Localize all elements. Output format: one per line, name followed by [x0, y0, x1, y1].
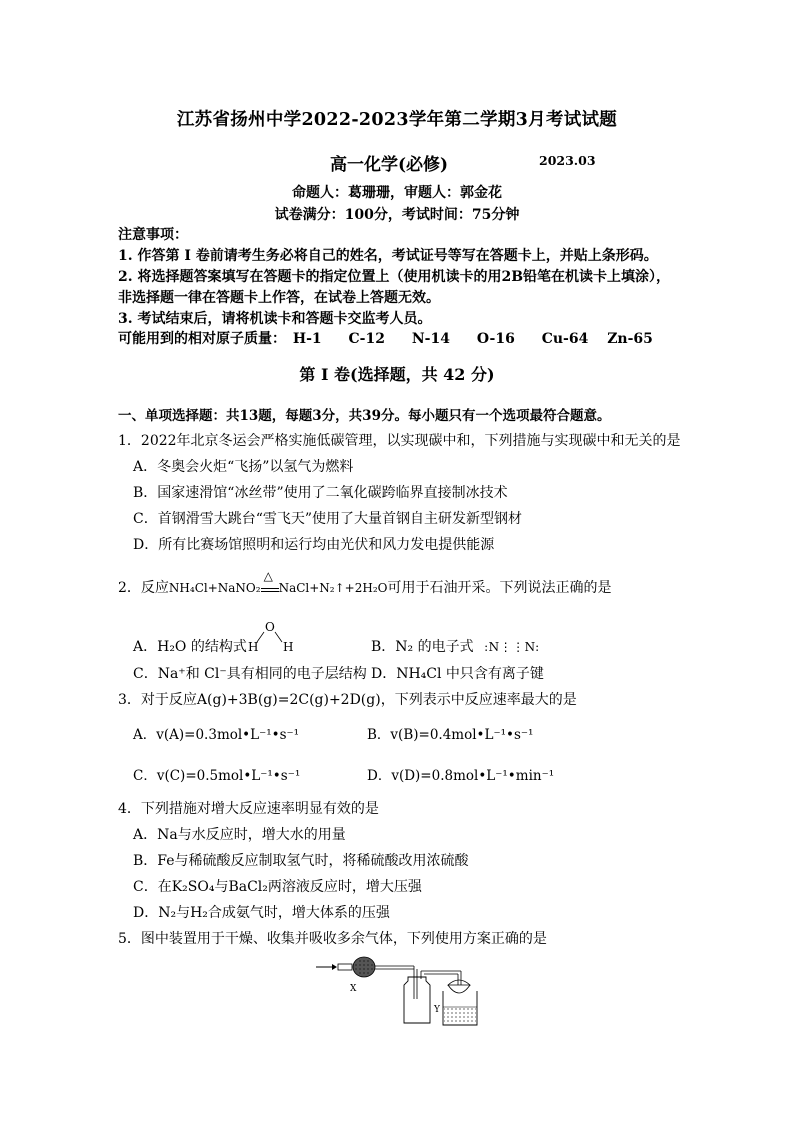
q2-equal-sign [261, 588, 279, 592]
authors-line: 命题人：葛珊珊，审题人：郭金花 [292, 185, 502, 201]
q4-option-c: C．在K₂SO₄与BaCl₂两溶液反应时，增大压强 [133, 879, 422, 895]
notes-heading: 注意事项： [118, 227, 188, 243]
atomic-mass-line [118, 328, 653, 348]
atomic-mass-h: H-1 [292, 331, 322, 347]
note-3: 3. 考试结束后，请将机读卡和答题卡交监考人员。 [118, 311, 432, 327]
note-2: 2. 将选择题答案填写在答题卡的指定位置上（使用机读卡的用2B铅笔在机读卡上填涂）， [118, 269, 671, 285]
q3-stem: 3．对于反应A(g)+3B(g)=2C(g)+2D(g)，下列表示中反应速率最大的是 [118, 692, 577, 708]
q4-option-d: D．N₂与H₂合成氨气时，增大体系的压强 [133, 905, 390, 921]
q2-heat-arrow [261, 569, 279, 592]
q2-heat-symbol: △ [263, 569, 273, 583]
water-structure [248, 620, 294, 654]
q5-stem: 5．图中装置用于干燥、收集并吸收多余气体，下列使用方案正确的是 [118, 931, 547, 947]
score-time-line: 试卷满分：100分，考试时间：75分钟 [274, 207, 520, 223]
atomic-mass-o: O-16 [476, 331, 515, 347]
atomic-mass-cu: Cu-64 [541, 331, 589, 347]
q1-option-b: B．国家速滑馆“冰丝带”使用了二氧化碳跨临界直接制冰技术 [133, 485, 508, 501]
q1-option-c: C．首钢滑雪大跳台“雪飞天”使用了大量首钢自主研发新型钢材 [133, 511, 523, 527]
apparatus-diagram [310, 955, 490, 1029]
q1-stem: 1．2022年北京冬运会严格实施低碳管理，以实现碳中和，下列措施与实现碳中和无关的是 [118, 433, 681, 449]
atomic-mass-c: C-12 [348, 331, 385, 347]
q2-option-c: C．Na⁺和 Cl⁻具有相同的电子层结构 [133, 666, 367, 682]
q2-option-a-text: A．H₂O 的结构式 [133, 639, 247, 655]
q2-stem-pre: 2．反应 [118, 580, 169, 596]
water-oxygen: O [265, 620, 275, 634]
section-instruction: 一、单项选择题：共13题，每题3分，共39分。每小题只有一个选项最符合题意。 [118, 408, 611, 424]
q2-product: NaCl+N₂↑+2H₂O [278, 581, 388, 595]
n2-electron-formula: :N⋮⋮N: [484, 640, 540, 654]
note-2-cont: 非选择题一律在答题卡上作答，在试卷上答题无效。 [118, 290, 440, 306]
q2-stem-post: 可用于石油开采。下列说法正确的是 [387, 580, 612, 596]
q3-option-b: B．v(B)=0.4mol•L⁻¹•s⁻¹ [367, 727, 534, 743]
section-title: 第 I 卷(选择题，共 42 分) [299, 365, 495, 384]
q4-option-b: B．Fe与稀硫酸反应制取氢气时，将稀硫酸改用浓硫酸 [133, 853, 469, 869]
apparatus-drawing [310, 955, 490, 1029]
label-x: X [350, 984, 357, 994]
atomic-mass-zn: Zn-65 [607, 331, 653, 347]
water-hydrogen-1: H [248, 640, 259, 654]
q2-option-b-text: B．N₂ 的电子式 [371, 639, 474, 655]
q1-option-a: A．冬奥会火炬“飞扬”以氢气为燃料 [133, 459, 354, 475]
q3-option-c: C．v(C)=0.5mol•L⁻¹•s⁻¹ [133, 768, 301, 784]
label-y: Y [434, 1005, 440, 1015]
atomic-mass-n: N-14 [411, 331, 450, 347]
exam-title: 江苏省扬州中学2022-2023学年第二学期3月考试试题 [176, 110, 618, 130]
water-hydrogen-2: H [283, 640, 294, 654]
q1-option-d: D．所有比赛场馆照明和运行均由光伏和风力发电提供能源 [133, 537, 495, 553]
q4-option-a: A．Na与水反应时，增大水的用量 [133, 827, 346, 843]
q2-option-a [133, 636, 247, 656]
q4-stem: 4．下列措施对增大反应速率明显有效的是 [118, 801, 379, 817]
exam-date: 2023.03 [539, 153, 596, 168]
note-1: 1. 作答第 I 卷前请考生务必将自己的姓名，考试证号等写在答题卡上，并贴上条形码。 [118, 248, 658, 264]
atomic-mass-label: 可能用到的相对原子质量： [118, 331, 286, 347]
q2-option-d: D．NH₄Cl 中只含有离子键 [371, 666, 544, 682]
q2-stem [118, 569, 612, 597]
q3-option-d: D．v(D)=0.8mol•L⁻¹•min⁻¹ [367, 768, 555, 784]
q2-reactant: NH₄Cl+NaNO₂ [168, 581, 261, 595]
q2-option-b [371, 636, 540, 656]
q3-option-a: A．v(A)=0.3mol•L⁻¹•s⁻¹ [133, 727, 300, 743]
subject-title: 高一化学(必修) [330, 155, 449, 175]
